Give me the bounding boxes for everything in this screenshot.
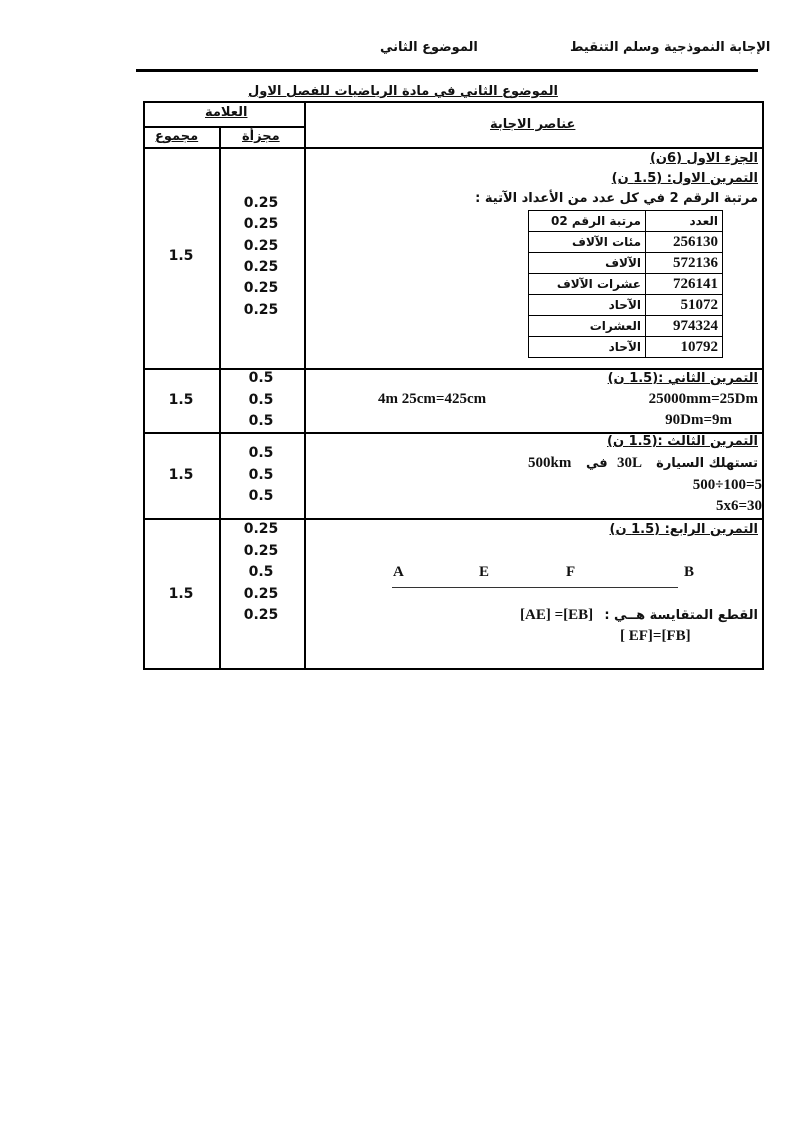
head-partial: مجزأة [242, 129, 280, 144]
ex3-line2: 500÷100=5 [692, 477, 762, 493]
cell-rank: العشرات [529, 316, 646, 337]
point-e: E [479, 564, 490, 580]
table-row [529, 316, 723, 337]
cell-number: 726141 [646, 274, 723, 295]
table-border-bottom [143, 668, 764, 670]
table-row [529, 337, 723, 358]
head-total: مجموع [155, 129, 199, 144]
table-col-divider-1 [219, 126, 221, 670]
ex3-line1-liters: 30L [617, 455, 643, 471]
ex3-line1-in: في [586, 456, 608, 471]
cell-rank: عشرات الآلاف [529, 274, 646, 295]
subtitle: الموضوع الثاني في مادة الرياضيات للفصل الاول [248, 84, 558, 99]
segment-ab-line [392, 587, 678, 588]
ex1-partial: 0.25 [243, 195, 279, 211]
ex2-partial: 0.5 [248, 413, 274, 429]
ex4-partial: 0.25 [243, 543, 279, 559]
table-head-bottom [143, 147, 764, 149]
ex2-partial: 0.5 [248, 370, 274, 386]
cell-rank: الآحاد [529, 337, 646, 358]
ex1-instruction: مرتبة الرقم 2 في كل عدد من الأعداد الآتية : [475, 191, 758, 206]
cell-rank: مئات الآلاف [529, 232, 646, 253]
cell-rank: الآلاف [529, 253, 646, 274]
ex2-line1-left: 4m 25cm=425cm [378, 391, 487, 407]
ex4-partial: 0.25 [243, 607, 279, 623]
col-rank-header: مرتبة الرقم 02 [529, 211, 646, 232]
table-row-divider-3 [143, 518, 764, 520]
point-f: F [566, 564, 576, 580]
ex2-title: التمرين الثاني :(1.5 ن) [607, 371, 758, 386]
cell-number: 572136 [646, 253, 723, 274]
ex4-total: 1.5 [168, 586, 194, 602]
table-border-top [143, 101, 764, 103]
ex1-partial: 0.25 [243, 259, 279, 275]
table-row [529, 232, 723, 253]
ex2-line2: 90Dm=9m [665, 412, 732, 428]
table-border-left [143, 101, 145, 670]
table-row [529, 253, 723, 274]
header-rule [136, 69, 758, 72]
point-b: B [684, 564, 695, 580]
ex4-seg1: [AE] =[EB] [520, 607, 594, 623]
ex1-partial: 0.25 [243, 280, 279, 296]
ex3-line1-text: تستهلك السيارة [656, 456, 758, 471]
ex4-partial: 0.25 [243, 521, 279, 537]
cell-number: 256130 [646, 232, 723, 253]
col-number-header: العدد [646, 211, 723, 232]
ex3-partial: 0.5 [248, 467, 274, 483]
ex4-segments-label: القطع المتقايسة هــي : [604, 608, 758, 623]
table-col-divider-2 [304, 101, 306, 670]
table-row [529, 274, 723, 295]
ex3-partial: 0.5 [248, 445, 274, 461]
table-row [529, 211, 723, 232]
table-border-right [762, 101, 764, 670]
head-answer-elements: عناصر الاجابة [490, 117, 576, 132]
table-grade-divider [143, 126, 305, 128]
ex1-partial: 0.25 [243, 238, 279, 254]
point-a: A [393, 564, 404, 580]
ex3-partial: 0.5 [248, 488, 274, 504]
cell-number: 51072 [646, 295, 723, 316]
ex3-title: التمرين الثالث :(1.5 ن) [607, 434, 758, 449]
header-right: الإجابة النموذجية وسلم التنقيط [570, 40, 771, 55]
ex3-line3: 5x6=30 [715, 498, 762, 514]
ex2-total: 1.5 [168, 392, 194, 408]
ex1-partial: 0.25 [243, 302, 279, 318]
head-grade: العلامة [205, 105, 248, 120]
part1-title: الجزء الاول (6ن) [649, 151, 758, 166]
ex3-line1-km: 500km [528, 455, 572, 471]
ex4-partial: 0.25 [243, 586, 279, 602]
rank-table [528, 210, 723, 358]
header-left: الموضوع الثاني [380, 40, 478, 55]
ex1-title: التمرين الاول: (1.5 ن) [611, 171, 758, 186]
cell-number: 974324 [646, 316, 723, 337]
table-row [529, 295, 723, 316]
ex4-seg2: [ EF]=[FB] [620, 628, 691, 644]
ex2-line1: 25000mm=25Dm [648, 391, 758, 407]
cell-number: 10792 [646, 337, 723, 358]
ex1-total: 1.5 [168, 248, 194, 264]
ex2-partial: 0.5 [248, 392, 274, 408]
cell-rank: الآحاد [529, 295, 646, 316]
ex4-title: التمرين الرابع: (1.5 ن) [609, 522, 758, 537]
ex1-partial: 0.25 [243, 216, 279, 232]
ex4-partial: 0.5 [248, 564, 274, 580]
ex3-total: 1.5 [168, 467, 194, 483]
